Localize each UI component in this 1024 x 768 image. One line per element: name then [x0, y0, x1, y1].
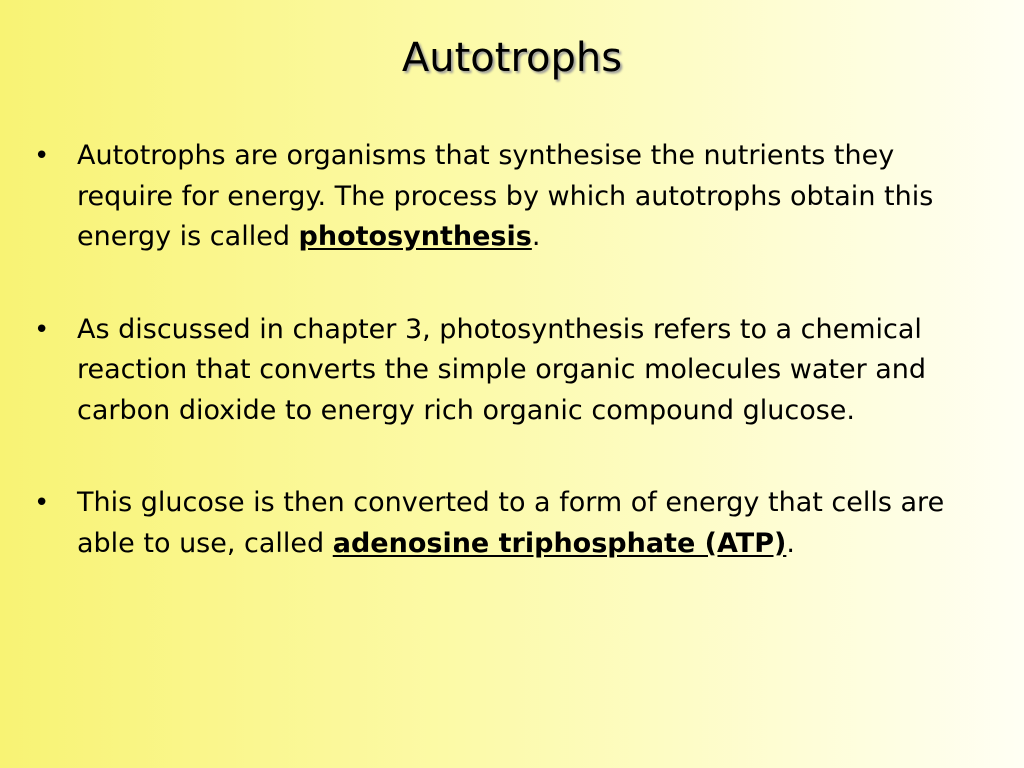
bullet-item-1 — [34, 136, 994, 258]
bullet-text-end: . — [786, 527, 795, 559]
key-term-atp: adenosine triphosphate (ATP) — [332, 527, 787, 559]
bullet-marker: • — [34, 314, 50, 345]
bullet-text-start: Autotrophs are organisms that synthesise the nutrients they require for energy. The process by which autotrophs obtain this energy is called — [77, 140, 934, 252]
bullet-text — [77, 483, 994, 564]
bullet-marker: • — [34, 488, 50, 518]
bullet-text-end: . — [531, 221, 541, 252]
bullet-item-2 — [34, 310, 994, 432]
bullet-text — [77, 310, 994, 432]
key-term-photosynthesis: photosynthesis — [298, 221, 532, 252]
bullet-text-start: As discussed in chapter 3, photosynthesis refers to a chemical reaction that converts the simple organic molecules water and carbon dioxide to energy rich organic compound glucose. — [77, 313, 927, 426]
bullet-item-3 — [34, 483, 994, 564]
slide-title: Autotrophs — [401, 35, 623, 81]
bullet-text-start: This glucose is then converted to a form of energy that cells are able to use, called — [77, 487, 945, 559]
bullet-marker: • — [34, 141, 50, 171]
bullet-list — [34, 136, 994, 564]
bullet-text — [77, 136, 994, 258]
